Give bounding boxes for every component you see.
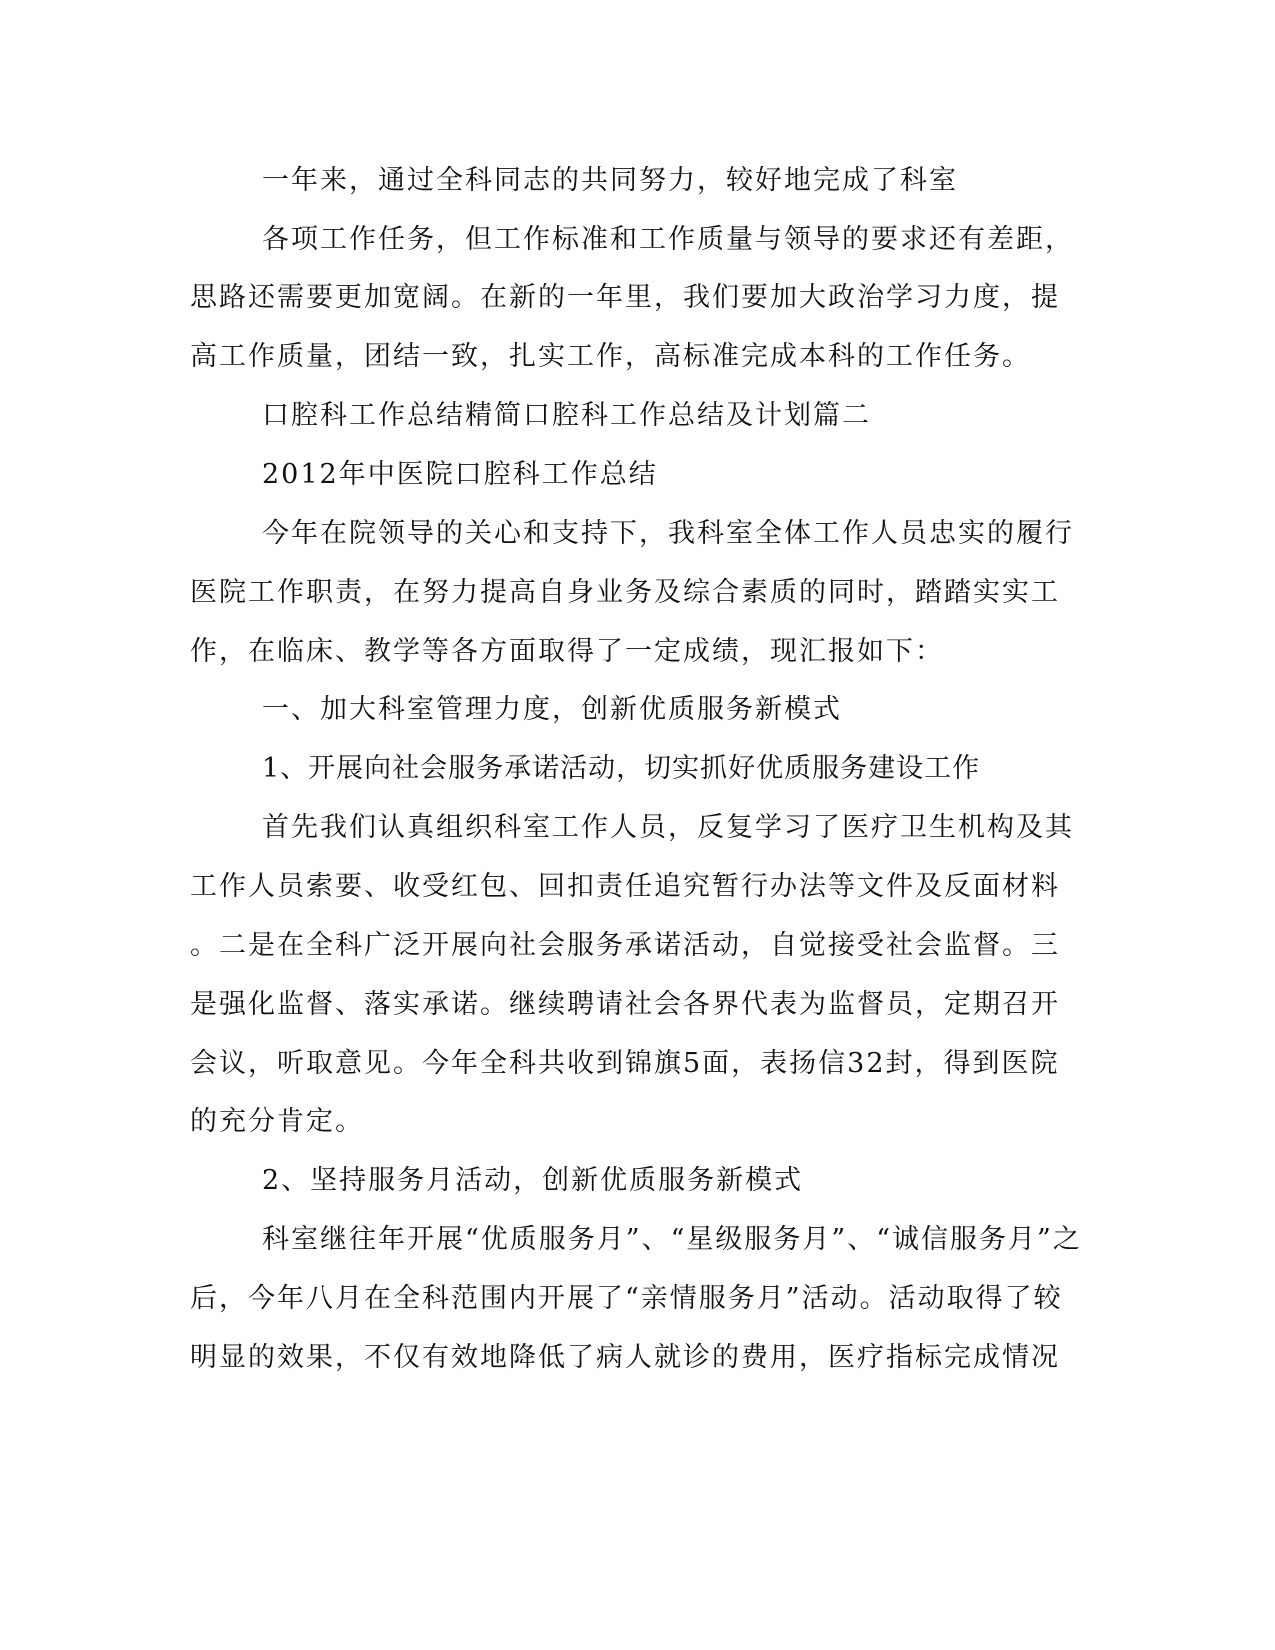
section-heading: 2012年中医院口腔科工作总结 [262, 459, 658, 490]
paragraph-line: 是强化监督、落实承诺。继续聘请社会各界代表为监督员，定期召开 [190, 989, 1060, 1020]
paragraph-line: 思路还需要更加宽阔。在新的一年里，我们要加大政治学习力度，提 [190, 282, 1060, 313]
paragraph-line: 后，今年八月在全科范围内开展了“亲情服务月”活动。活动取得了较 [190, 1283, 1063, 1314]
paragraph-line: 一年来，通过全科同志的共同努力，较好地完成了科室 [262, 165, 958, 196]
section-heading: 2、坚持服务月活动，创新优质服务新模式 [262, 1165, 804, 1196]
paragraph-line: 医院工作职责，在努力提高自身业务及综合素质的同时，踏踏实实工 [190, 577, 1060, 608]
section-heading: 口腔科工作总结精简口腔科工作总结及计划篇二 [262, 400, 871, 431]
paragraph-line: 今年在院领导的关心和支持下，我科室全体工作人员忠实的履行 [262, 518, 1074, 549]
paragraph-line: 明显的效果，不仅有效地降低了病人就诊的费用，医疗指标完成情况 [190, 1342, 1060, 1373]
paragraph-line: 会议，听取意见。今年全科共收到锦旗5面，表扬信32封，得到医院 [190, 1048, 1060, 1079]
paragraph-line: 。二是在全科广泛开展向社会服务承诺活动，自觉接受社会监督。三 [190, 930, 1060, 961]
paragraph-line: 首先我们认真组织科室工作人员，反复学习了医疗卫生机构及其 [262, 812, 1074, 843]
paragraph-line: 科室继往年开展“优质服务月”、“星级服务月”、“诚信服务月”之 [262, 1224, 1082, 1255]
paragraph-line: 的充分肯定。 [190, 1106, 364, 1137]
section-heading: 一、加大科室管理力度，创新优质服务新模式 [262, 694, 842, 725]
paragraph-line: 工作人员索要、收受红包、回扣责任追究暂行办法等文件及反面材料 [190, 871, 1060, 902]
paragraph-line: 作，在临床、教学等各方面取得了一定成绩，现汇报如下： [190, 636, 944, 667]
section-heading: 1、开展向社会服务承诺活动，切实抓好优质服务建设工作 [262, 753, 981, 784]
paragraph-line: 各项工作任务，但工作标准和工作质量与领导的要求还有差距， [262, 224, 1074, 255]
paragraph-line: 高工作质量，团结一致，扎实工作，高标准完成本科的工作任务。 [190, 341, 1031, 372]
